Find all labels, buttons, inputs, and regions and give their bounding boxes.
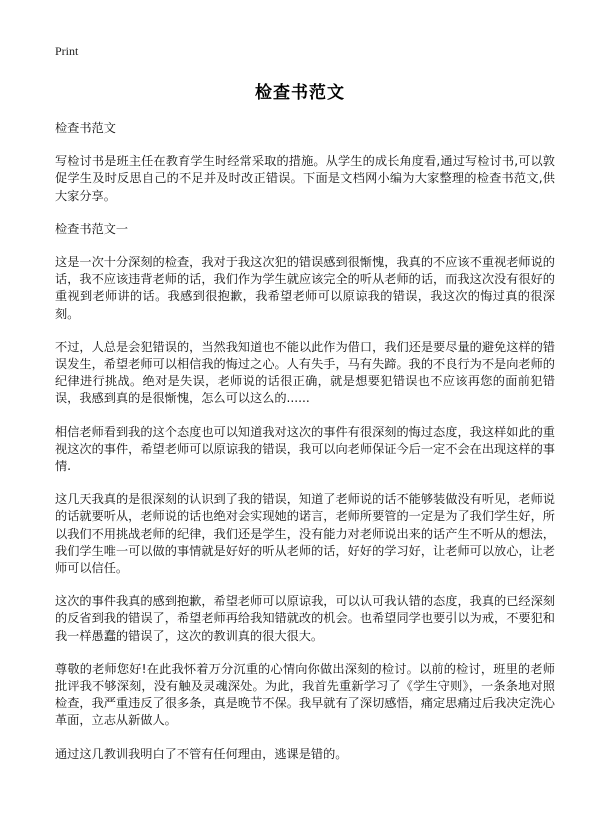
intro-paragraph: 写检讨书是班主任在教育学生时经常采取的措施。从学生的成长角度看,通过写检讨书,可以敦促学生及时反思自己的不足并及时改正错误。下面是文档网小编为大家整理的检查书范文,供大家分享。 [55, 154, 555, 203]
body-paragraph: 这是一次十分深刻的检查，我对于我这次犯的错误感到很惭愧，我真的不应该不重视老师说的话，我不应该违背老师的话，我们作为学生就应该完全的听从老师的话，而我这次没有很好的重视到老师讲的话。我感到很抱歉，我希望老师可以原谅我的错误，我这次的悔过真的很深刻。 [55, 255, 555, 321]
body-paragraph: 通过这几教训我明白了不管有任何理由，逃课是错的。 [55, 746, 348, 761]
body-paragraph: 不过，人总是会犯错误的，当然我知道也不能以此作为借口，我们还是要尽量的避免这样的错误发生，希望老师可以相信我的悔过之心。人有失手，马有失蹄。我的不良行为不是向老师的纪律进行挑战。绝对是失误，老师说的话很正确，就是想要犯错误也不应该再您的面前犯错误，我感到真的是很惭愧，怎么可以这么的...... [55, 339, 555, 406]
subsection-heading: 检查书范文一 [55, 221, 129, 236]
document-body [55, 120, 555, 779]
page-title: 检查书范文 [255, 83, 345, 103]
body-paragraph: 这次的事件我真的感到抱歉，希望老师可以原谅我，可以认可我认错的态度，我真的已经深刻的反省到我的错误了，希望老师再给我知错就改的机会。也希望同学也要引以为戒，不要犯和我一样愚蠢的错误了，这次的教训真的很大很大。 [55, 594, 555, 643]
body-paragraph: 相信老师看到我的这个态度也可以知道我对这次的事件有很深刻的悔过态度，我这样如此的重视这次的事件，希望老师可以原谅我的错误，我可以向老师保证今后一定不会在出现这样的事情. [55, 424, 555, 474]
print-link[interactable]: Print [55, 44, 79, 58]
body-paragraph: 尊敬的老师您好!在此我怀着万分沉重的心情向你做出深刻的检讨。以前的检讨，班里的老师批评我不够深刻，没有触及灵魂深处。为此，我首先重新学习了《学生守则》，一条条地对照检查，我严重违反了很多条，真是晚节不保。我早就有了深切感悟，痛定思痛过后我决定洗心革面，立志从新做人。 [55, 661, 555, 728]
section-label: 检查书范文 [55, 121, 116, 135]
body-paragraph: 这几天我真的是很深刻的认识到了我的错误，知道了老师说的话不能够装做没有听见，老师说的话就要听从，老师说的话也绝对会实现她的诺言，老师所要管的一定是为了我们学生好，所以我们不用挑战老师的纪律，我们还是学生，没有能力对老师说出来的话产生不听从的想法，我们学生唯一可以做的事情就是好好的听从老师的话，好好的学习好，让老师可以放心，让老师可以信任。 [55, 492, 555, 576]
